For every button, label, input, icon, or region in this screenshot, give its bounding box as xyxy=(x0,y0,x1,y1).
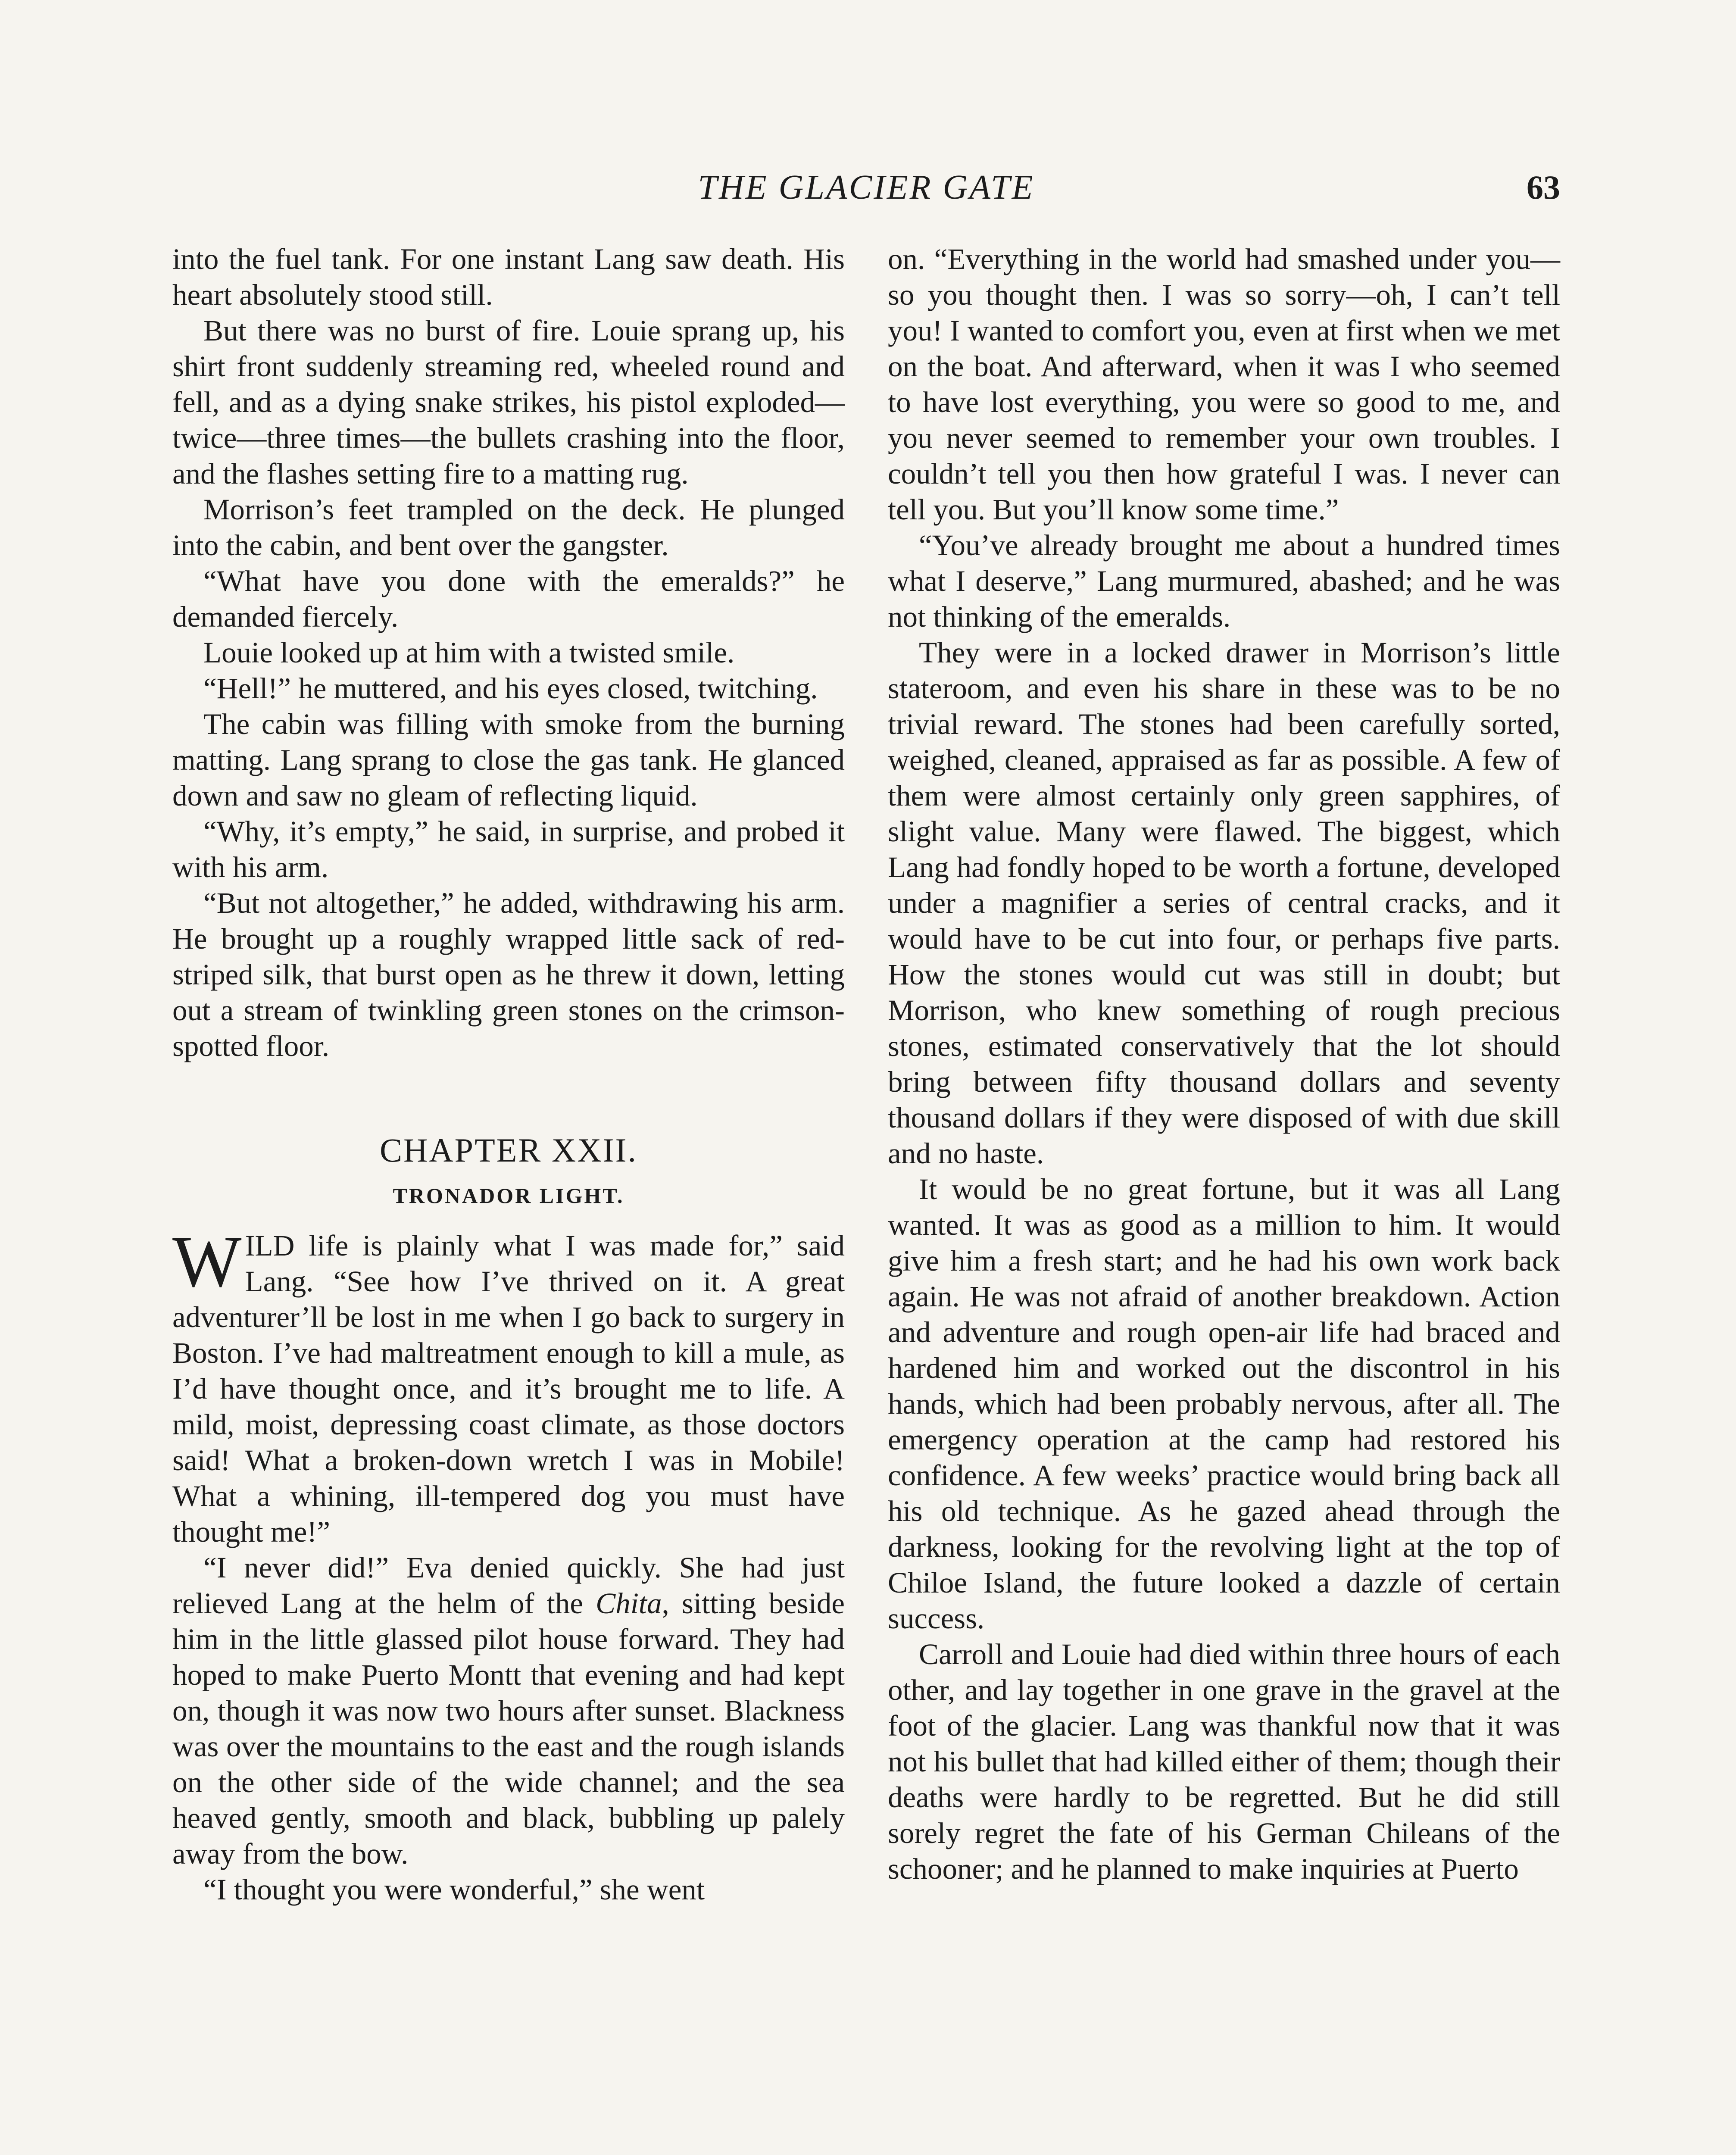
paragraph: “What have you done with the emeralds?” he demanded fiercely. xyxy=(172,565,845,633)
paragraph: “I thought you were wonderful,” she went xyxy=(203,1873,705,1906)
paragraph: Morrison’s feet trampled on the deck. He plunged into the cabin, and bent over the gangster. xyxy=(172,493,845,562)
running-title: THE GLACIER GATE xyxy=(698,169,1035,206)
paragraph-text: , sitting beside him in the little glassed pilot house forward. They had hoped to make Puerto Montt that evening and had kept on, though it was now two hours after sunset. Blackness was over the mountains to the east and the rough islands on the other side of the wide channel; and the sea heaved gently, smooth and black, bubbling up palely away from the bow. xyxy=(172,1587,845,1870)
paragraph: “Why, it’s empty,” he said, in surprise, and probed it with his arm. xyxy=(172,815,845,884)
paragraph: “Hell!” he muttered, and his eyes closed, twitching. xyxy=(203,672,818,705)
paragraph: Carroll and Louie had died within three hours of each other, and lay together in one grave in the gravel at the foot of the glacier. Lang was thankful now that it was not his bullet that had killed either of them; though their deaths were hardly to be regretted. But he did still sorely regret the fate of his German Chileans of the schooner; and he planned to make inquiries at Puerto xyxy=(888,1638,1560,1885)
paragraph-text: “I never did!” Eva denied quickly. She had just relieved Lang at the helm of the xyxy=(172,1551,845,1620)
paragraph xyxy=(172,1550,845,1872)
chapter-subtitle: TRONADOR LIGHT. xyxy=(393,1184,624,1208)
paragraph: It would be no great fortune, but it was all Lang wanted. It was as good as a million to him. It would give him a fresh start; and he had his own work back again. He was not afraid of another breakdown. Action and adventure and rough open-air life had braced and hardened him and worked out the discontrol in his hands, which had been probably nervous, after all. The emergency operation at the camp had restored his confidence. A few weeks’ practice would bring back all his old technique. As he gazed ahead through the darkness, looking for the revolving light at the top of Chiloe Island, the future looked a dazzle of certain success. xyxy=(888,1173,1560,1635)
paragraph: “You’ve already brought me about a hundred times what I deserve,” Lang murmured, abashed; and he was not thinking of the emeralds. xyxy=(888,529,1560,633)
drop-cap: W xyxy=(172,1221,242,1302)
left-column xyxy=(172,241,845,1908)
chapter-opening-paragraph xyxy=(172,1221,845,1550)
running-header xyxy=(172,164,1560,211)
paragraph: But there was no burst of fire. Louie sprang up, his shirt front suddenly streaming red, wheeled round and fell, and as a dying snake strikes, his pistol exploded—twice—three times—the bullets crashing into the floor, and the flashes setting fire to a matting rug. xyxy=(172,314,845,490)
paragraph: The cabin was filling with smoke from the burning matting. Lang sprang to close the gas tank. He glanced down and saw no gleam of reflecting liquid. xyxy=(172,708,845,812)
paragraph: Louie looked up at him with a twisted smile. xyxy=(203,636,735,669)
paragraph: on. “Everything in the world had smashed under you—so you thought then. I was so sorry—oh, I can’t tell you! I wanted to comfort you, even at first when we met on the boat. And afterward, when it was I who seemed to have lost everything, you were so good to me, and you never seemed to remember your own troubles. I couldn’t tell you then how grateful I was. I never can tell you. But you’ll know some time.” xyxy=(888,243,1560,526)
paragraph: into the fuel tank. For one instant Lang saw death. His heart absolutely stood still. xyxy=(172,243,845,311)
paragraph: They were in a locked drawer in Morrison’s little stateroom, and even his share in these was to be no trivial reward. The stones had been carefully sorted, weighed, cleaned, appraised as far as possible. A few of them were almost certainly only green sapphires, of slight value. Many were flawed. The biggest, which Lang had fondly hoped to be worth a fortune, developed under a magnifier a series of central cracks, and it would have to be cut into four, or perhaps five parts. How the stones would cut was still in doubt; but Morrison, who knew something of rough precious stones, estimated conservatively that the lot should bring between fifty thousand dollars and seventy thousand dollars if they were disposed of with due skill and no haste. xyxy=(888,636,1560,1170)
right-column xyxy=(888,241,1560,1887)
chapter-heading: CHAPTER XXII. xyxy=(380,1131,637,1169)
paragraph: “But not altogether,” he added, withdrawing his arm. He brought up a roughly wrapped little sack of red-striped silk, that burst open as he threw it down, letting out a stream of twinkling green stones on the crimson-spotted floor. xyxy=(172,887,845,1062)
page-number: 63 xyxy=(1527,169,1560,206)
ship-name: Chita xyxy=(596,1587,662,1620)
paragraph-text: ILD life is plainly what I was made for,” said Lang. “See how I’ve thrived on it. A great adventurer’ll be lost in me when I go back to surgery in Boston. I’ve had maltreatment enough to kill a mule, as I’d have thought once, and it’s brought me to life. A mild, moist, depressing coast climate, as those doctors said! What a broken-down wretch I was in Mobile! What a whining, ill-tempered dog you must have thought me!” xyxy=(172,1229,845,1548)
